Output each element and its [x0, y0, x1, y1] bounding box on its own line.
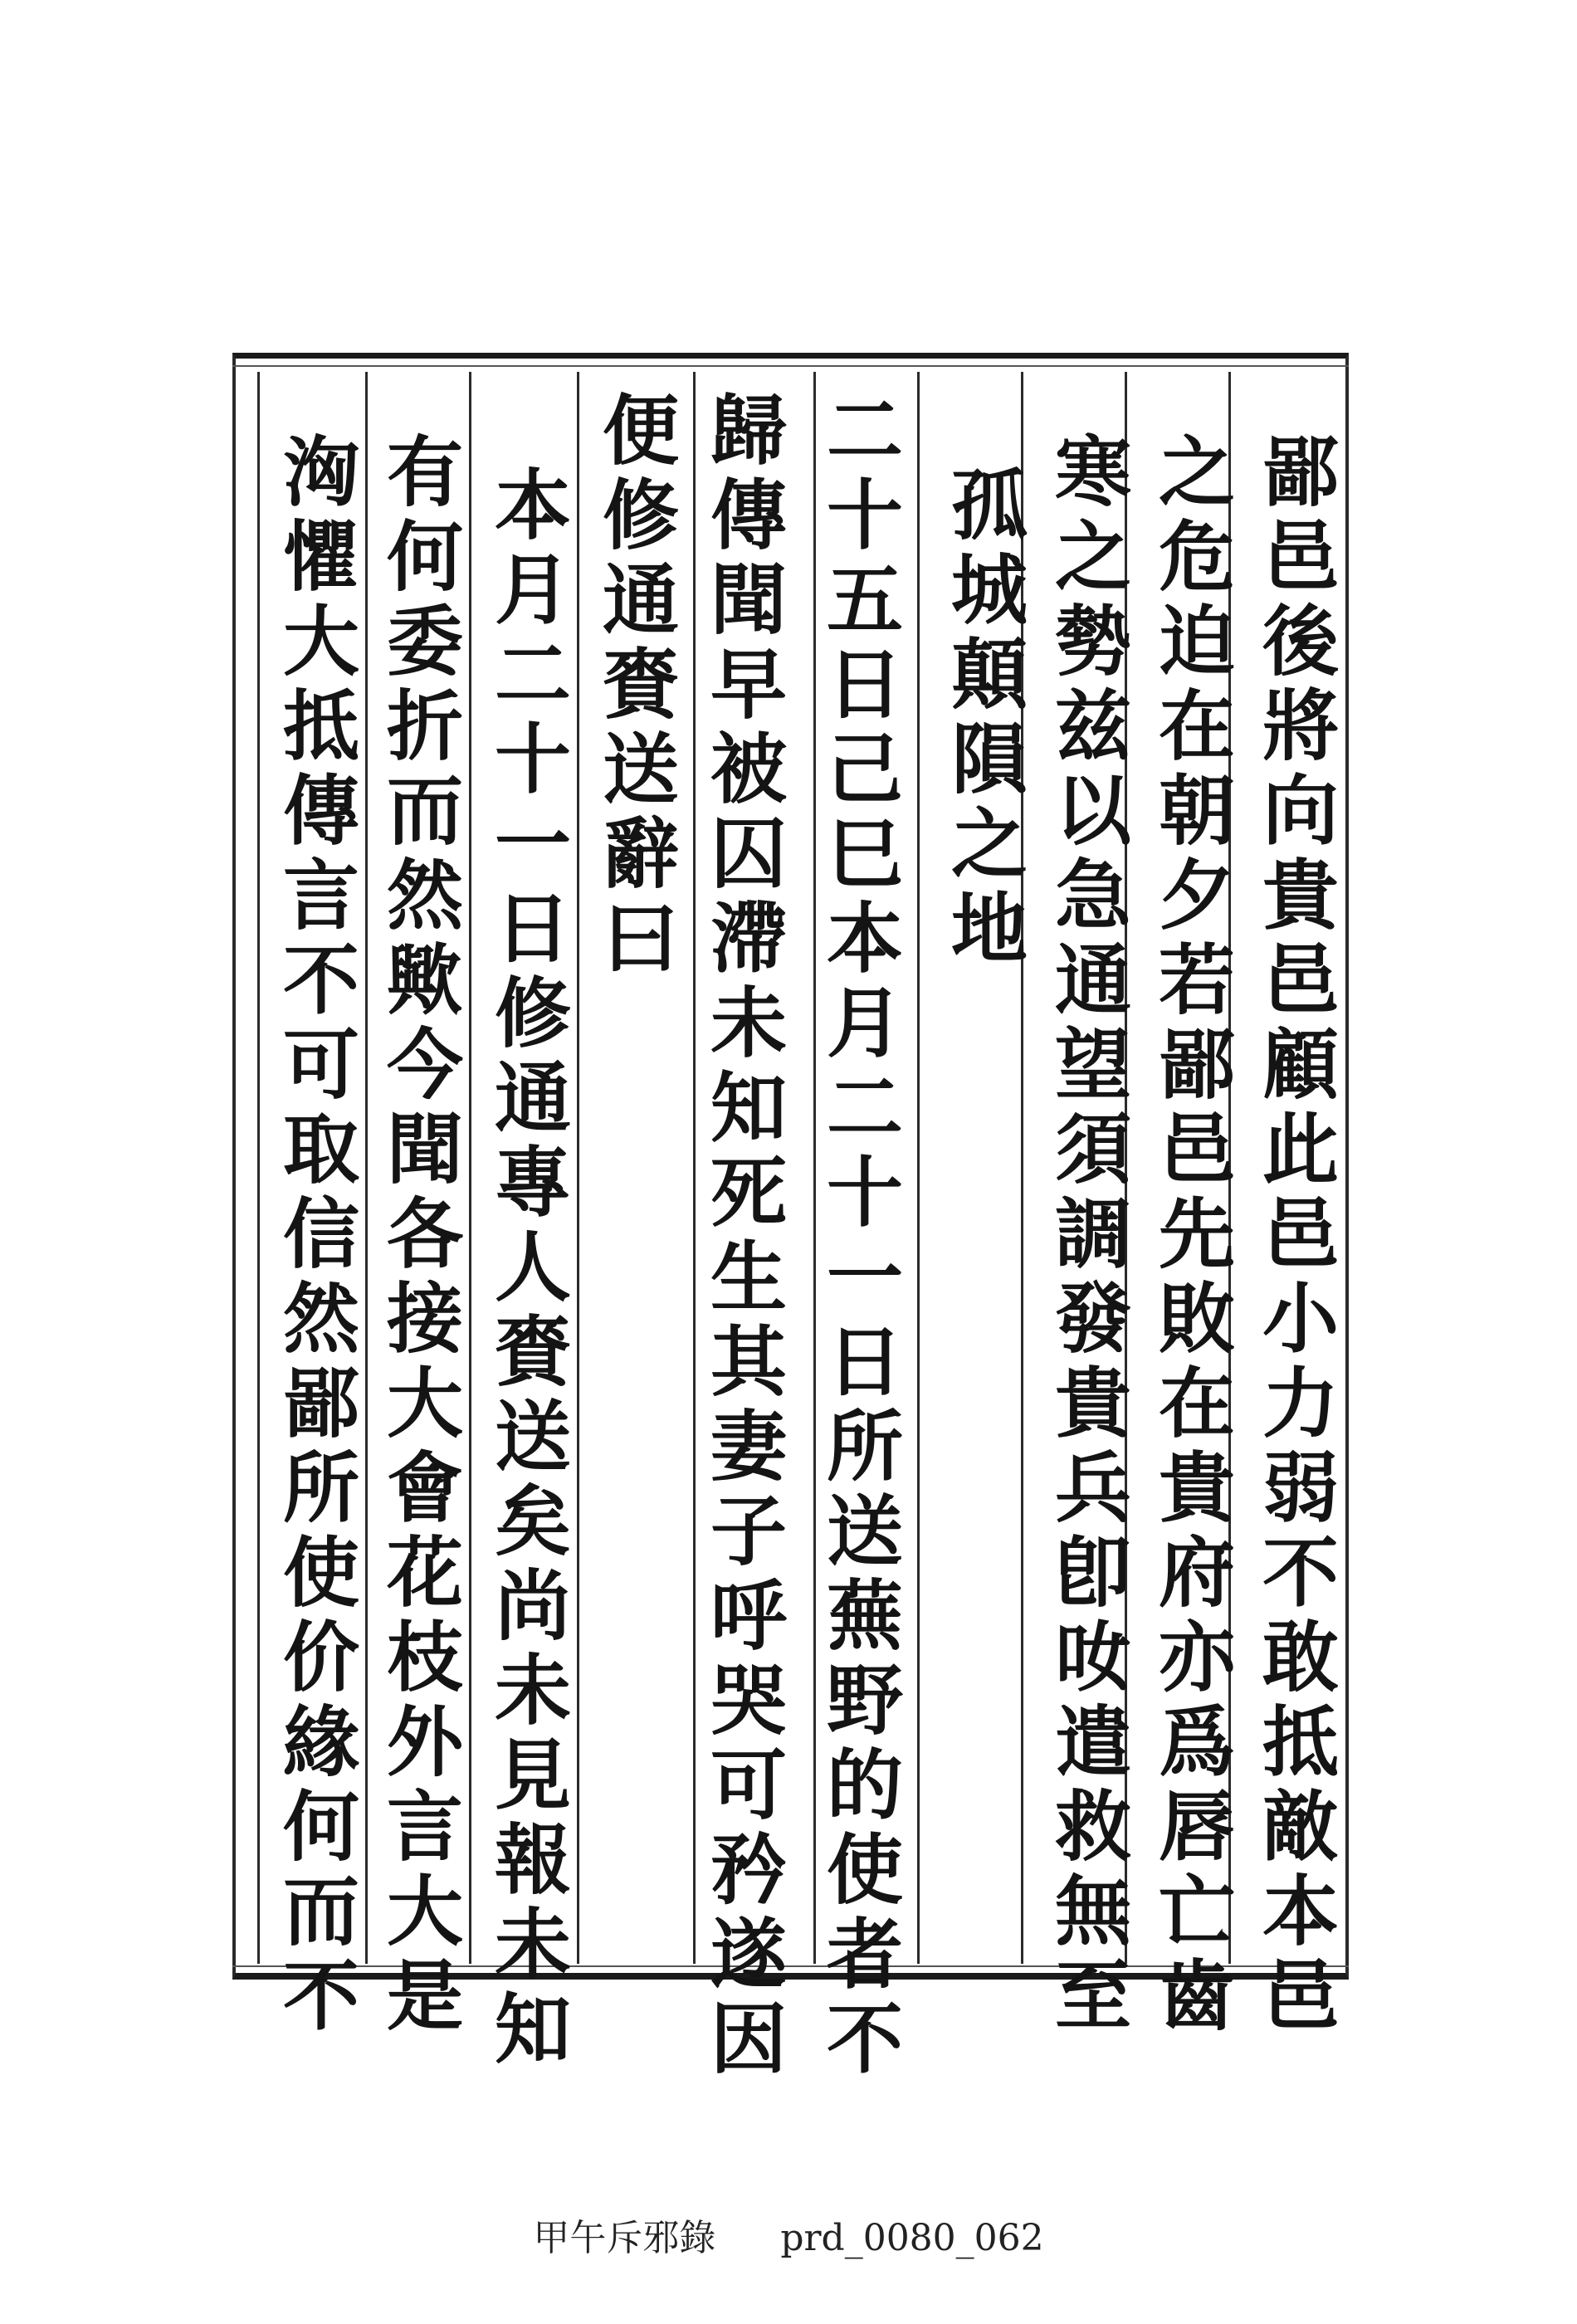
page-footer — [0, 2208, 1577, 2261]
text-column-6: 歸傳聞早被囚滯未知死生其妻子呼哭可矜遂因 — [698, 390, 788, 2083]
text-column-10: 洶懼大抵傳言不可取信然鄙所使价緣何而不 — [271, 432, 360, 2040]
text-column-3: 寒之勢兹以急通望須調發貴兵卽𠯆遣救無至 — [1042, 432, 1132, 2040]
text-column-2: 之危迫在朝夕若鄙邑先敗在貴府亦爲唇亡齒 — [1146, 432, 1236, 2040]
text-column-9: 有何委折而然歟今聞各接大會花枝外言大是 — [374, 432, 464, 2040]
book-title: 甲午斥邪錄 — [533, 2217, 716, 2259]
text-column-7: 便修通賚送辭曰 — [590, 390, 680, 983]
page-id: prd_0080_062 — [780, 2217, 1044, 2259]
text-column-1: 鄙邑後將向貴邑顧此邑小力弱不敢抵敵本邑 — [1250, 432, 1340, 2040]
text-column-8: 本月二十一日修通專人賚送矣尚未見報未知 — [482, 465, 572, 2073]
text-column-4: 孤城顛隕之地 — [939, 465, 1028, 973]
frame-top-rule — [232, 365, 1349, 367]
text-column-5: 二十五日己巳本月二十一日所送蕪野的使者不 — [814, 390, 904, 2083]
